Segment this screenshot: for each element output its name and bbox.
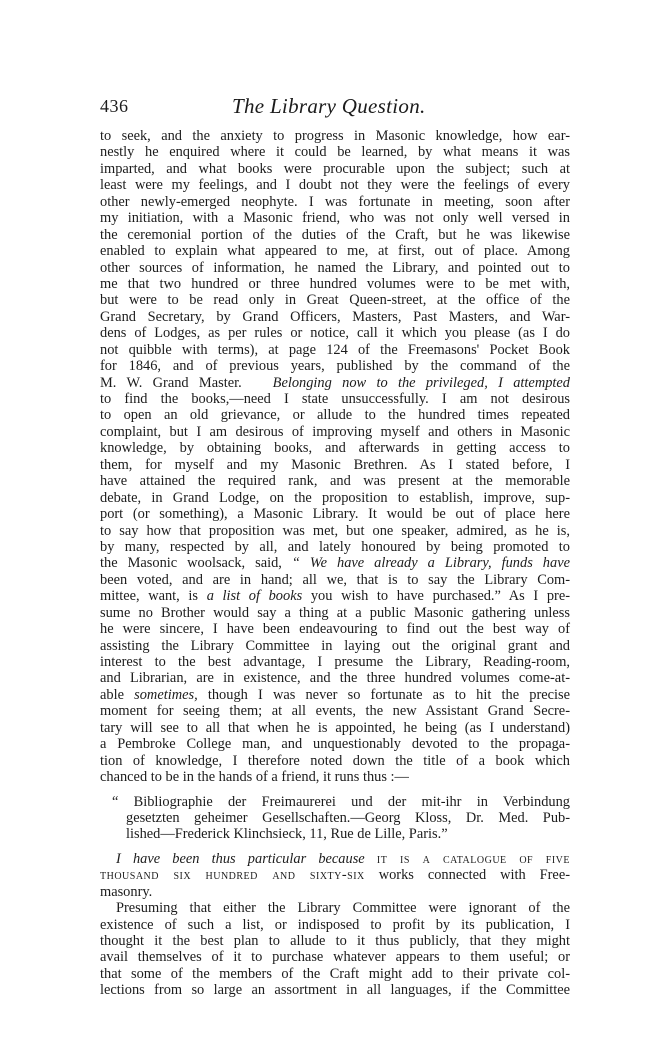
text-line: dens of Lodges, as per rules or notice, call it which you please (as I do <box>100 325 570 342</box>
text-line: port (or something), a Masonic Library. It would be out of place here <box>100 506 570 523</box>
text-line: existence of such a list, or indisposed to profit by its publication, I <box>100 916 570 933</box>
text-line: debate, in Grand Lodge, on the proposition to establish, improve, sup- <box>100 489 570 506</box>
text-line: avail themselves of it to purchase whatever appears to them useful; or <box>100 949 570 966</box>
italic-fragment: a list of books <box>206 588 303 605</box>
text-fragment: though I was never so fortunate as to hit the precise <box>197 686 570 703</box>
text-line: least were my feelings, and I doubt not they were the feelings of every <box>100 177 570 194</box>
text-line: me that two hundred or three hundred volumes were to be met with, <box>100 275 570 292</box>
text-line <box>100 555 570 571</box>
text-line: thought it the best plan to allude to it thus publicly, that they might <box>100 933 570 949</box>
text-line: nestly he enquired where it could be learned, by what means it was <box>100 144 570 161</box>
text-fragment: works connected with Free- <box>364 867 570 884</box>
text-line <box>100 851 570 867</box>
italic-fragment: Belonging now to the privileged, I attempted <box>272 374 570 391</box>
text-line <box>100 375 570 391</box>
citation-line: lished—Frederick Klinchsieck, 11, Rue de Lille, Paris.” <box>126 826 448 843</box>
text-line: sume no Brother would say a thing at a public Masonic gathering unless <box>100 604 570 621</box>
text-line: Grand Secretary, by Grand Officers, Masters, Past Masters, and War- <box>100 308 570 325</box>
text-line: masonry. <box>100 883 153 900</box>
text-line: a Pembroke College man, and unquestionably devoted to the propaga- <box>100 736 570 753</box>
text-line: other newly-emerged neophyte. I was fortunate in meeting, soon after <box>100 193 570 210</box>
text-line: to say how that proposition was met, but one speaker, admired, as he is, <box>100 522 570 539</box>
page-header <box>100 96 570 122</box>
text-line: chanced to be in the hands of a friend, it runs thus :— <box>100 769 409 786</box>
running-title: The Library Question. <box>232 94 426 118</box>
italic-fragment: I have been thus particular because <box>116 850 365 867</box>
small-caps-fragment: thousand six hundred and sixty-six <box>100 867 365 884</box>
page-number: 436 <box>100 96 129 116</box>
text-line: that some of the members of the Craft might add to their private col- <box>100 965 570 982</box>
text-line: for 1846, and of previous years, published by the command of the <box>100 358 570 375</box>
text-line: lections from so large an assortment in all languages, if the Committee <box>100 982 570 999</box>
text-line: to seek, and the anxiety to progress in Masonic knowledge, how ear- <box>100 128 570 144</box>
text-line: my initiation, with a Masonic friend, who was not only well versed in <box>100 210 570 227</box>
text-line: the ceremonial portion of the duties of the Craft, but he was likewise <box>100 226 570 243</box>
text-line: interest to the best advantage, I presume the Library, Reading-room, <box>100 654 570 670</box>
text-line: to open an old grievance, or allude to the hundred times repeated <box>100 407 570 424</box>
text-line: moment for seeing them; at all events, the new Assistant Grand Secre- <box>100 703 570 720</box>
spacer <box>100 786 570 794</box>
citation-line: gesetzten geheimer Gesellschaften.—Georg Kloss, Dr. Med. Pub- <box>126 809 570 826</box>
text-line <box>100 867 570 883</box>
text-line: have attained the required rank, and was present at the memorable <box>100 473 570 490</box>
text-line <box>100 687 570 703</box>
spacer <box>100 843 570 851</box>
text-line: not quibble with terms), at page 124 of the Freemasons' Pocket Book <box>100 341 570 358</box>
text-line <box>100 588 570 604</box>
italic-fragment: “ We have already a Library, funds have <box>291 555 570 572</box>
text-line: assisting the Library Committee in laying out the original grant and <box>100 637 570 654</box>
italic-fragment: sometimes, <box>134 686 198 703</box>
citation-line: “ Bibliographie der Freimaurerei und der mit-ihr in Verbindung <box>112 793 570 810</box>
text-line: by many, respected by all, and lately honoured by being promoted to <box>100 538 570 555</box>
text-line: been voted, and are in hand; all we, that is to say the Library Com- <box>100 571 570 588</box>
text-fragment: mittee, want, is <box>100 588 199 605</box>
text-line: tion of knowledge, I therefore noted down the title of a book which <box>100 752 570 769</box>
body-text <box>100 128 570 999</box>
text-line: but were to be read only in Great Queen-street, at the office of the <box>100 292 570 309</box>
text-line: Presuming that either the Library Committee were ignorant of the <box>116 900 570 917</box>
text-line: enabled to explain what appeared to me, at first, out of place. Among <box>100 243 570 260</box>
text-line: other sources of information, he named the Library, and pointed out to <box>100 259 570 276</box>
text-fragment: able <box>100 686 124 703</box>
text-fragment: M. W. Grand Master. <box>100 374 242 391</box>
small-caps-fragment: it is a catalogue of five <box>376 850 571 867</box>
text-fragment: you wish to have purchased.” As I pre- <box>302 588 570 605</box>
text-fragment: the Masonic woolsack, said, <box>100 555 282 572</box>
text-line: complaint, but I am desirous of improving myself and others in Masonic <box>100 423 570 440</box>
text-line: tary will see to all that when he is appointed, he being (as I understand) <box>100 719 570 736</box>
text-line: imparted, and what books were procurable upon the subject; such at <box>100 160 570 177</box>
text-line: knowledge, by obtaining books, and afterwards in getting access to <box>100 440 570 457</box>
text-line: and Librarian, are in existence, and the three hundred volumes come-at- <box>100 670 570 687</box>
text-line: them, for myself and my Masonic Brethren. As I stated before, I <box>100 456 570 473</box>
text-line: to find the books,—need I state unsuccessfully. I am not desirous <box>100 391 570 407</box>
text-line: he were sincere, I have been endeavouring to find out the best way of <box>100 621 570 638</box>
